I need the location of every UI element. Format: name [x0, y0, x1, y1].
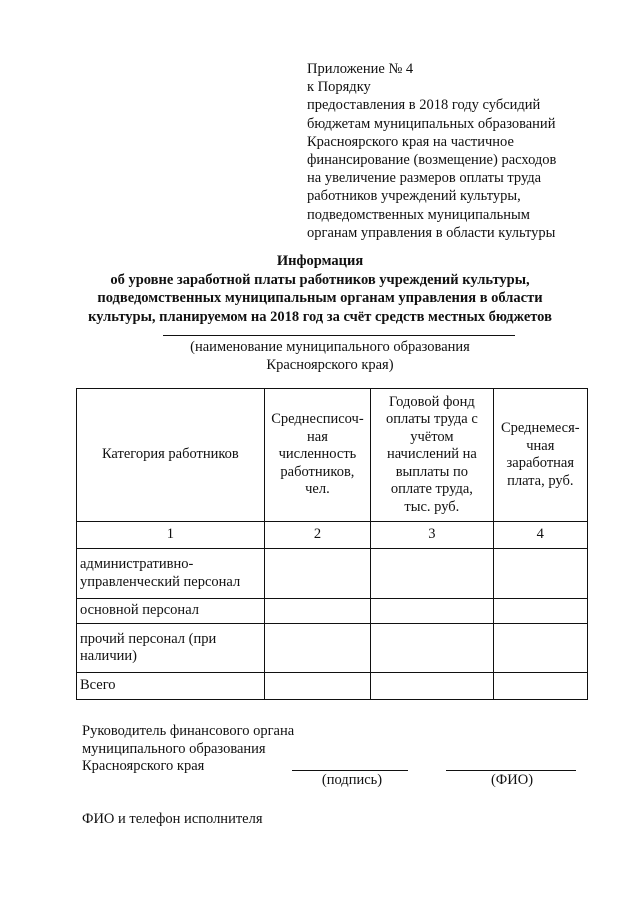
table-cell[interactable] [371, 624, 493, 673]
header-text: работников, [280, 463, 355, 480]
header-text: тыс. руб. [404, 498, 460, 515]
appendix-line: подведомственных муниципальным [307, 206, 530, 223]
column-number-row [77, 522, 588, 549]
header-text: плата, руб. [507, 472, 574, 489]
table-cell[interactable] [264, 599, 370, 624]
header-headcount [264, 389, 370, 522]
table-cell[interactable] [264, 549, 370, 599]
appendix-line: финансирование (возмещение) расходов [307, 152, 557, 169]
municipality-caption [150, 338, 510, 374]
name-caption: (ФИО) [490, 772, 534, 788]
header-text: ная [307, 428, 328, 445]
caption-line: (наименование муниципального образования [190, 339, 470, 355]
row-label [77, 624, 265, 673]
appendix-line: бюджетам муниципальных образований [307, 115, 556, 132]
appendix-line: предоставления в 2018 году субсидий [307, 97, 541, 114]
row-label [77, 673, 265, 700]
table-header-row [77, 389, 588, 522]
document-title [20, 252, 620, 326]
table-cell[interactable] [264, 673, 370, 700]
table-cell[interactable] [493, 673, 587, 700]
row-label [77, 549, 265, 599]
table-cell[interactable] [371, 599, 493, 624]
table-row [77, 549, 588, 599]
header-text: оплаты труда с [385, 411, 478, 428]
executor-label: ФИО и телефон исполнителя [82, 811, 263, 827]
table-row [77, 673, 588, 700]
signatory-line: муниципального образования [82, 740, 266, 757]
signatory-line: Красноярского края [82, 758, 205, 774]
header-text: Годовой фонд [389, 393, 475, 410]
table-row [77, 599, 588, 624]
title-line: культуры, планируемом на 2018 год за счёт средств местных бюджетов [88, 308, 552, 325]
header-text: учётом [410, 428, 454, 445]
header-category [77, 389, 265, 522]
header-text: Среднесписоч- [271, 411, 364, 428]
appendix-line: на увеличение размеров оплаты труда [307, 170, 542, 187]
salary-table [76, 388, 588, 700]
signatory-block [82, 723, 322, 776]
table-row [77, 624, 588, 673]
header-text: оплате труда, [390, 481, 473, 498]
row-label-text: административно- [80, 556, 194, 572]
header-text: заработная [506, 455, 575, 471]
header-avg-salary [493, 389, 587, 522]
header-text: чная [526, 437, 555, 454]
header-text: чел. [305, 481, 330, 498]
header-text: начислений на [386, 446, 477, 463]
table-cell[interactable] [264, 624, 370, 673]
title-line: об уровне заработной платы работников учреждений культуры, [110, 271, 530, 288]
column-number: 3 [371, 522, 493, 549]
appendix-line: к Порядку [307, 79, 371, 96]
table-cell[interactable] [493, 599, 587, 624]
appendix-line: Красноярского края на частичное [307, 133, 514, 150]
header-text: Категория работников [101, 446, 239, 463]
column-number: 1 [77, 522, 265, 549]
appendix-line: Приложение № 4 [307, 61, 414, 77]
name-field-line[interactable] [446, 770, 576, 771]
table-cell[interactable] [493, 624, 587, 673]
table-cell[interactable] [371, 549, 493, 599]
signature-caption: (подпись) [321, 772, 383, 788]
appendix-line: работников учреждений культуры, [307, 188, 521, 205]
row-label-text: наличии) [80, 648, 137, 664]
column-number: 4 [493, 522, 587, 549]
municipality-fill-line[interactable] [163, 335, 515, 336]
row-label-text: Всего [80, 677, 116, 694]
signature-field-line[interactable] [292, 770, 408, 771]
row-label-text: основной персонал [80, 602, 199, 619]
table-cell[interactable] [493, 549, 587, 599]
header-text: численность [278, 446, 357, 463]
row-label-text: управленческий персонал [80, 573, 241, 590]
appendix-header [307, 60, 627, 242]
header-text: Среднемеся- [500, 420, 580, 436]
caption-line: Красноярского края) [266, 357, 394, 373]
header-annual-fund [371, 389, 493, 522]
header-text: выплаты по [395, 463, 469, 480]
row-label-text: прочий персонал (при [80, 630, 217, 647]
row-label [77, 599, 265, 624]
title-line: Информация [276, 253, 364, 269]
title-line: подведомственных муниципальным органам управления в области [97, 290, 543, 306]
signatory-line: Руководитель финансового органа [82, 723, 295, 739]
column-number: 2 [264, 522, 370, 549]
table-cell[interactable] [371, 673, 493, 700]
appendix-line: органам управления в области культуры [307, 224, 556, 241]
